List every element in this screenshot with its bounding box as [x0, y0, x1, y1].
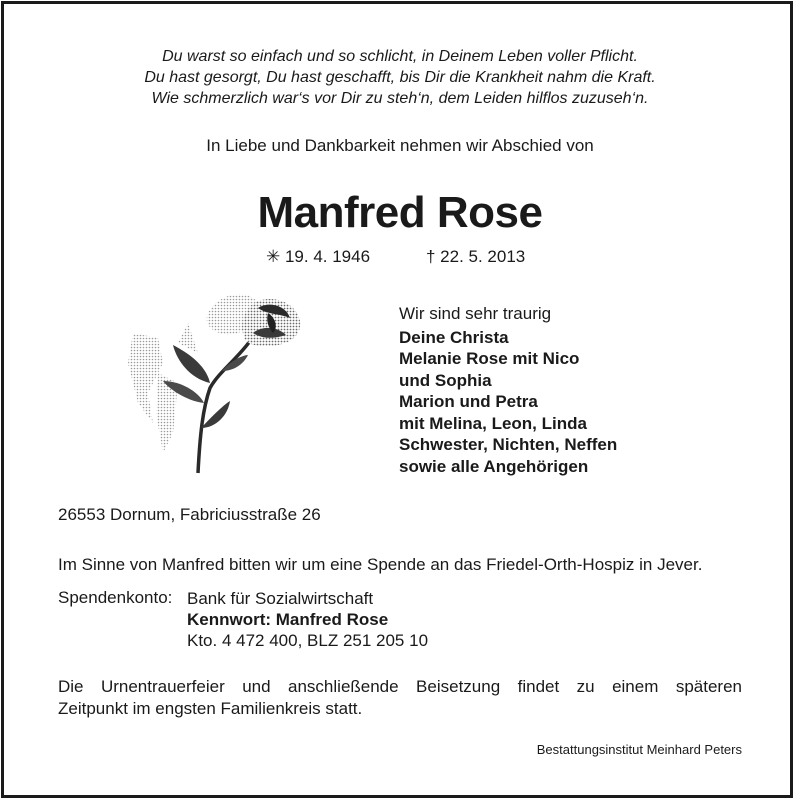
closing-text	[58, 676, 742, 720]
birth-date: ✳ 19. 4. 1946	[266, 247, 371, 266]
mourner-line: Schwester, Nichten, Neffen	[399, 435, 618, 454]
mourners-list	[399, 303, 617, 477]
account-number: Kto. 4 472 400, BLZ 251 205 10	[187, 631, 429, 650]
bank-name: Bank für Sozialwirtschaft	[187, 589, 374, 608]
mourner-line: Deine Christa	[399, 327, 509, 347]
poem	[0, 46, 800, 109]
closing-line: Die Urnentrauerfeier und anschließende Beisetzung findet zu einem späteren	[58, 677, 742, 696]
address: 26553 Dornum, Fabriciusstraße 26	[58, 505, 321, 524]
poem-line: Wie schmerzlich war‘s vor Dir zu steh‘n, dem Leiden hilflos zuzuseh‘n.	[151, 90, 649, 107]
mourner-line: und Sophia	[399, 370, 492, 390]
mourners-lead: Wir sind sehr traurig	[399, 304, 552, 323]
mourner-line: sowie alle Angehörigen	[399, 456, 589, 476]
donation-request: Im Sinne von Manfred bitten wir um eine Spende an das Friedel-Orth-Hospiz in Jever.	[58, 555, 703, 574]
mourner-line: Melanie Rose mit Nico	[399, 349, 580, 368]
intro-text: In Liebe und Dankbarkeit nehmen wir Abschied von	[206, 136, 594, 155]
account-details	[187, 588, 428, 651]
poem-line: Du warst so einfach und so schlicht, in Deinem Leben voller Pflicht.	[162, 48, 638, 65]
deceased-name: Manfred Rose	[257, 188, 543, 237]
poem-line: Du hast gesorgt, Du hast geschafft, bis Dir die Krankheit nahm die Kraft.	[144, 69, 656, 86]
death-date: † 22. 5. 2013	[426, 247, 526, 266]
account-keyword: Kennwort: Manfred Rose	[187, 610, 389, 629]
mourner-line: mit Melina, Leon, Linda	[399, 413, 587, 433]
closing-line: Zeitpunkt im engsten Familienkreis statt.	[58, 699, 363, 718]
mourner-line: Marion und Petra	[399, 392, 538, 411]
account-label: Spendenkonto:	[58, 588, 173, 607]
undertaker: Bestattungsinstitut Meinhard Peters	[536, 742, 742, 757]
rose-icon	[118, 283, 318, 483]
